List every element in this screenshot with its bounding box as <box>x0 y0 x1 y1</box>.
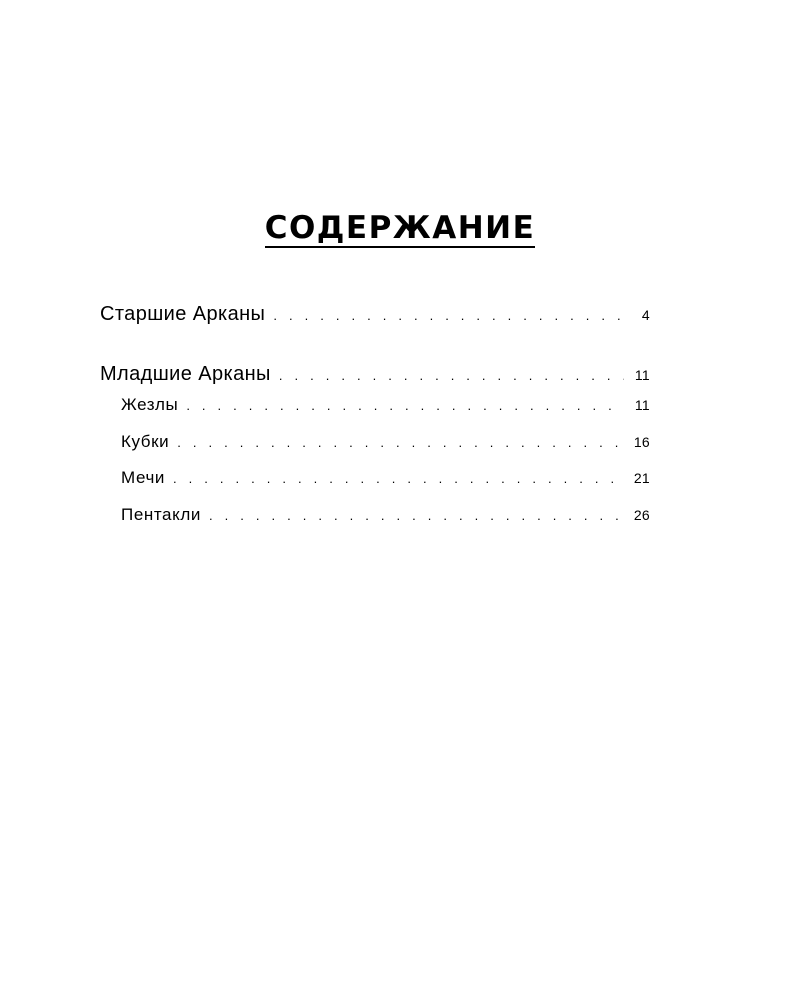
dot-leader <box>173 471 624 486</box>
dot-leader <box>186 398 624 413</box>
toc-entry-minor-arcana[interactable] <box>100 363 650 395</box>
dot-leader <box>177 435 624 450</box>
toc-entry-page-number: 11 <box>634 397 650 413</box>
toc-entry-pentacles[interactable] <box>100 505 650 542</box>
toc-entry-swords[interactable] <box>100 468 650 505</box>
toc-entry-label: Кубки <box>121 431 170 451</box>
dot-leader <box>279 368 624 383</box>
toc-title <box>0 208 800 248</box>
toc-entry-wands[interactable] <box>100 395 650 432</box>
toc-entry-cups[interactable] <box>100 432 650 469</box>
toc-entry-page-number: 21 <box>633 470 650 486</box>
dot-leader <box>273 308 624 323</box>
toc-entry-major-arcana[interactable] <box>100 303 650 335</box>
toc-entry-label: Жезлы <box>121 395 179 414</box>
toc-entry-label: Младшие Арканы <box>100 363 271 385</box>
table-of-contents <box>100 303 650 541</box>
toc-entry-label: Мечи <box>121 468 165 487</box>
toc-entry-label: Пентакли <box>121 504 201 524</box>
dot-leader <box>209 508 624 523</box>
toc-entry-label: Старшие Арканы <box>100 303 266 325</box>
toc-entry-page-number: 4 <box>641 307 650 323</box>
toc-entry-page-number: 16 <box>633 433 650 450</box>
toc-entry-page-number: 11 <box>634 367 650 383</box>
toc-entry-page-number: 26 <box>633 506 650 523</box>
toc-title-text: СОДЕРЖАНИЕ <box>264 210 536 246</box>
